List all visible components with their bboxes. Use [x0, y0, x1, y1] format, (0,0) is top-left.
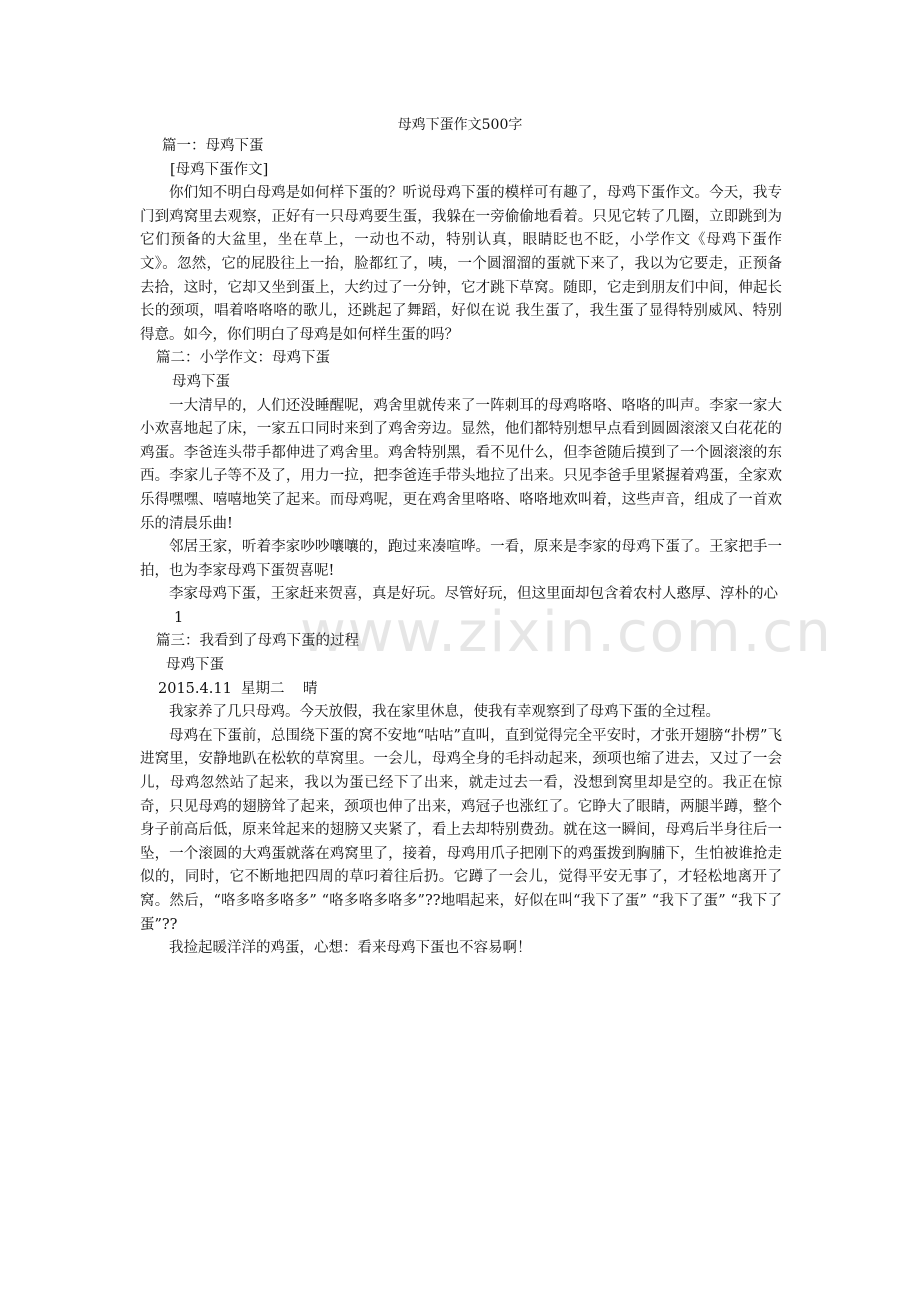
section3-paragraph: 母鸡在下蛋前，总围绕下蛋的窝不安地“咕咕”直叫，直到觉得完全平安时，才张开翅膀“扑楞”飞进窝里，安静地趴在松软的草窝里。一会儿，母鸡全身的毛抖动起来，颈项也缩了进去，又过了一会儿，母鸡忽然站了起来，我以为蛋已经下了出来，就走过去一看，没想到窝里却是空的。我正在惊奇，只见母鸡的翅膀耸了起来，颈项也伸了出来，鸡冠子也涨红了。它睁大了眼睛，两腿半蹲，整个身子前高后低，原来耸起来的翅膀又夹紧了，看上去却特别费劲。就在这一瞬间，母鸡后半身往后一坠，一个滚圆的大鸡蛋就落在鸡窝里了，接着，母鸡用爪子把刚下的鸡蛋拨到胸脯下，生怕被谁抢走似的，同时，它不断地把四周的草叼着往后扔。它蹲了一会儿，觉得平安无事了，才轻松地离开了窝。然后，“咯多咯多咯多” “咯多咯多咯多”??地唱起来，好似在叫“我下了蛋” “我下了蛋” “我下了蛋”?? — [140, 727, 782, 933]
section1-heading: 篇一：母鸡下蛋 — [162, 138, 264, 154]
watermark: www.zixin.com.cn — [300, 600, 833, 665]
section2-subheading: 母鸡下蛋 — [172, 373, 230, 390]
section3-heading: 篇三：我看到了母鸡下蛋的过程 — [156, 633, 359, 650]
section2-heading: 篇二：小学作文：母鸡下蛋 — [156, 350, 330, 367]
section1-paragraph: 你们知不明白母鸡是如何样下蛋的？听说母鸡下蛋的模样可有趣了，母鸡下蛋作文。今天，我专门到鸡窝里去观察，正好有一只母鸡要生蛋，我躲在一旁偷偷地看着。只见它转了几圈，立即跳到为它们预备的大盆里，坐在草上，一动也不动，特别认真，眼睛眨也不眨，小学作文《母鸡下蛋作文》。忽然，它的屁股往上一抬，脸都红了，咦，一个圆溜溜的蛋就下来了，我以为它要走，正预备去拾，这时，它却又坐到蛋上，大约过了一分钟，它才跳下草窝。随即，它走到朋友们中间，伸起长长的颈项，唱着咯咯咯的歌儿，还跳起了舞蹈，好似在说 我生蛋了，我生蛋了显得特别威风、特别得意。如今，你们明白了母鸡是如何样生蛋的吗？ — [140, 185, 782, 343]
section2-paragraph: 一大清早的，人们还没睡醒呢，鸡舍里就传来了一阵刺耳的母鸡咯咯、咯咯的叫声。李家一家大小欢喜地起了床，一家五口同时来到了鸡舍旁边。显然，他们都特别想早点看到圆圆滚滚又白花花的鸡蛋。李爸连头带手都伸进了鸡舍里。鸡舍特别黑，看不见什么，但李爸随后摸到了一个圆滚滚的东西。李家儿子等不及了，用力一拉，把李爸连手带头地拉了出来。只见李爸手里紧握着鸡蛋，全家欢乐得嘿嘿、嘻嘻地笑了起来。而母鸡呢，更在鸡舍里咯咯、咯咯地欢叫着，这些声音，组成了一首欢乐的清晨乐曲! — [140, 397, 782, 532]
section3-paragraph: 我捡起暖洋洋的鸡蛋，心想：看来母鸡下蛋也不容易啊！ — [169, 940, 532, 957]
document-body — [140, 135, 833, 961]
section2-paragraph: 邻居王家，听着李家吵吵嚷嚷的，跑过来凑喧哗。一看，原来是李家的母鸡下蛋了。王家把手一拍，也为李家母鸡下蛋贺喜呢! — [140, 539, 782, 579]
page-number: 1 — [174, 609, 184, 626]
section2-paragraph: 李家母鸡下蛋，王家赶来贺喜，真是好玩。尽管好玩，但这里面却包含着农村人憨厚、淳朴的心 — [169, 586, 778, 603]
document-title: 母鸡下蛋作文500字 — [397, 117, 523, 133]
section3-date: 2015.4.11 星期二 晴 — [158, 680, 318, 697]
section1-subheading: [母鸡下蛋作文] — [170, 161, 269, 178]
section3-subheading: 母鸡下蛋 — [166, 657, 224, 674]
section3-paragraph: 我家养了几只母鸡。今天放假，我在家里休息，使我有幸观察到了母鸡下蛋的全过程。 — [169, 704, 720, 721]
